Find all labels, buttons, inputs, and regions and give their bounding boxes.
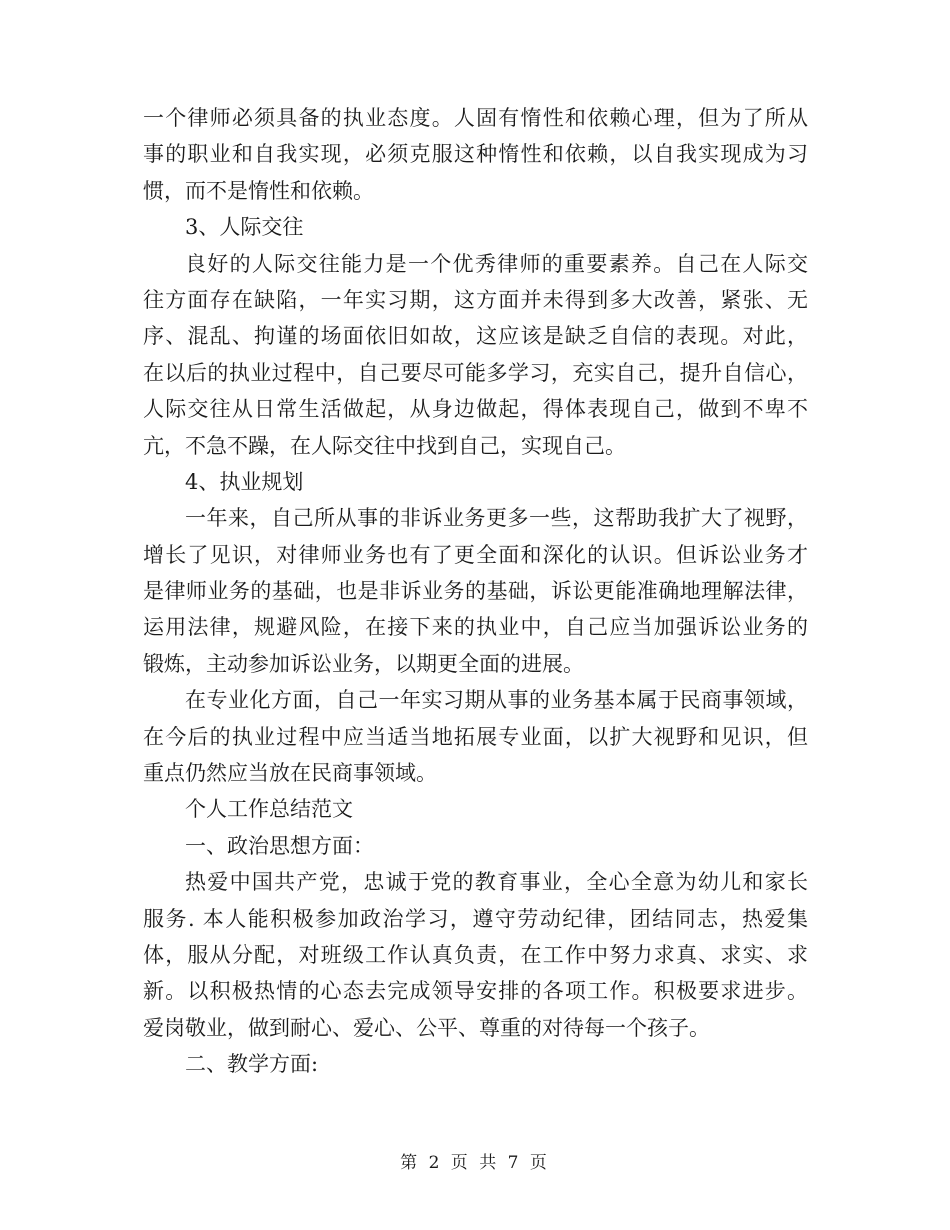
text-line: 锻炼，主动参加诉讼业务，以期更全面的进展。 (143, 651, 584, 676)
text-line: 新。以积极热情的心态去完成领导安排的各项工作。积极要求进步。 (143, 979, 808, 1004)
text-line: 在专业化方面，自己一年实习期从事的业务基本属于民商事领域， (185, 688, 808, 713)
text-line: 热爱中国共产党，忠诚于党的教育事业，全心全意为幼儿和家长 (185, 870, 808, 895)
text-line: 亢，不急不躁，在人际交往中找到自己，实现自己。 (143, 433, 626, 458)
text-line: 一个律师必须具备的执业态度。人固有惰性和依赖心理，但为了所从 (143, 106, 808, 130)
page-footer: 第 2 页 共 7 页 (400, 1153, 550, 1173)
text-line: 体，服从分配，对班级工作认真负责，在工作中努力求真、求实、求 (143, 942, 808, 967)
text-line: 爱岗敬业，做到耐心、爱心、公平、尊重的对待每一个孩子。 (143, 1015, 710, 1040)
text-line: 运用法律，规避风险，在接下来的执业中，自己应当加强诉讼业务的 (143, 615, 808, 640)
text-line: 惯，而不是惰性和依赖。 (143, 178, 374, 203)
text-line: 二、教学方面: (185, 1052, 319, 1077)
text-line: 服务. 本人能积极参加政治学习，遵守劳动纪律，团结同志，热爱集 (143, 906, 808, 931)
text-line: 4、执业规划 (185, 469, 304, 494)
text-line: 一、政治思想方面： (185, 833, 374, 858)
text-line: 良好的人际交往能力是一个优秀律师的重要素养。自己在人际交 (185, 251, 808, 276)
text-line: 个人工作总结范文 (185, 797, 353, 822)
text-line: 3、人际交往 (185, 215, 304, 240)
document-body (143, 100, 808, 1083)
text-line: 在以后的执业过程中，自己要尽可能多学习，充实自己，提升自信心， (143, 360, 808, 385)
text-line: 往方面存在缺陷，一年实习期，这方面并未得到多大改善，紧张、无 (143, 287, 808, 312)
text-line: 一年来，自己所从事的非诉业务更多一些，这帮助我扩大了视野， (185, 506, 808, 531)
text-line: 增长了见识，对律师业务也有了更全面和深化的认识。但诉讼业务才 (143, 542, 808, 567)
text-line: 在今后的执业过程中应当适当地拓展专业面，以扩大视野和见识，但 (143, 724, 808, 749)
text-line: 事的职业和自我实现，必须克服这种惰性和依赖，以自我实现成为习 (143, 142, 808, 167)
text-line: 人际交往从日常生活做起，从身边做起，得体表现自己，做到不卑不 (143, 397, 808, 422)
text-line: 重点仍然应当放在民商事领域。 (143, 761, 437, 786)
text-line: 是律师业务的基础，也是非诉业务的基础，诉讼更能准确地理解法律， (143, 579, 808, 604)
text-line: 序、混乱、拘谨的场面依旧如故，这应该是缺乏自信的表现。对此， (143, 324, 808, 349)
